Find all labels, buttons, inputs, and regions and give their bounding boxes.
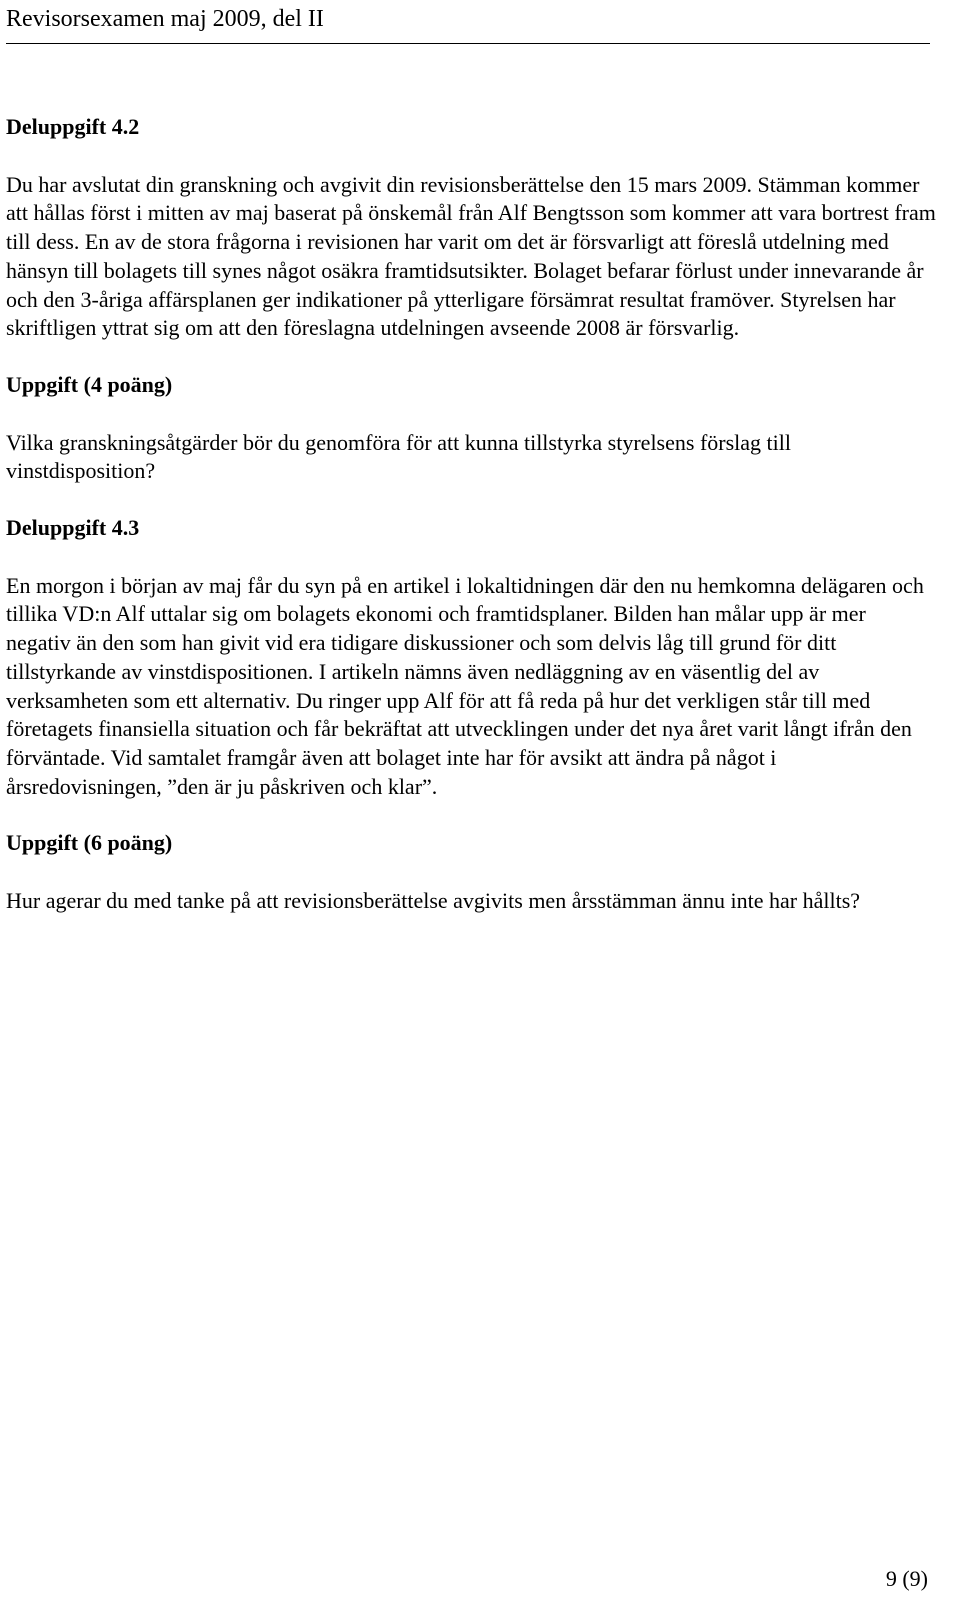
task-heading-4-3: Uppgift (6 poäng)	[6, 830, 173, 856]
page-number: 9 (9)	[885, 1566, 928, 1591]
document-body	[6, 113, 936, 916]
page-header: Revisorsexamen maj 2009, del II	[6, 6, 324, 32]
task-body-4-3: Hur agerar du med tanke på att revisionsberättelse avgivits men årsstämman ännu inte har hållts?	[6, 888, 861, 914]
section-heading-4-3: Deluppgift 4.3	[6, 515, 140, 541]
task-heading-4-2: Uppgift (4 poäng)	[6, 371, 173, 397]
task-body-4-2: Vilka granskningsåtgärder bör du genomföra för att kunna tillstyrka styrelsens förslag till vinstdisposition?	[6, 429, 791, 484]
header-divider	[6, 43, 930, 44]
section-heading-4-2: Deluppgift 4.2	[6, 114, 140, 139]
section-body-4-3: En morgon i början av maj får du syn på en artikel i lokaltidningen där den nu hemkomna delägaren och tillika VD:n Alf uttalar sig om bolagets ekonomi och framtidsplaner. Bilden han målar upp är mer negativ än den som han givit vid era tidigare diskussioner och som delvis låg till grund för ditt tillstyrkande av vinstdispositionen. I artikeln nämns även nedläggning av en väsentlig del av verksamheten som ett alternativ. Du ringer upp Alf för att få reda på hur det verkligen står till med företagets finansiella situation och får bekräftat att utvecklingen under det nya året varit långt ifrån den förväntade. Vid samtalet framgår även att bolaget inte har för avsikt att ändra på något i årsredovisningen, ”den är ju påskriven och klar”.	[6, 572, 924, 799]
section-body-4-2: Du har avslutat din granskning och avgivit din revisionsberättelse den 15 mars 2009. Stämman kommer att hållas först i mitten av maj baserat på önskemål från Alf Bengtsson som kommer att vara bortrest fram till dess. En av de stora frågorna i revisionen har varit om det är försvarligt att föreslå utdelning med hänsyn till bolagets till synes något osäkra framtidsutsikter. Bolaget befarar förlust under innevarande år och den 3-åriga affärsplanen ger indikationer på ytterligare försämrat resultat framöver. Styrelsen har skriftligen yttrat sig om att den föreslagna utdelningen avseende 2008 är försvarlig.	[6, 171, 936, 341]
